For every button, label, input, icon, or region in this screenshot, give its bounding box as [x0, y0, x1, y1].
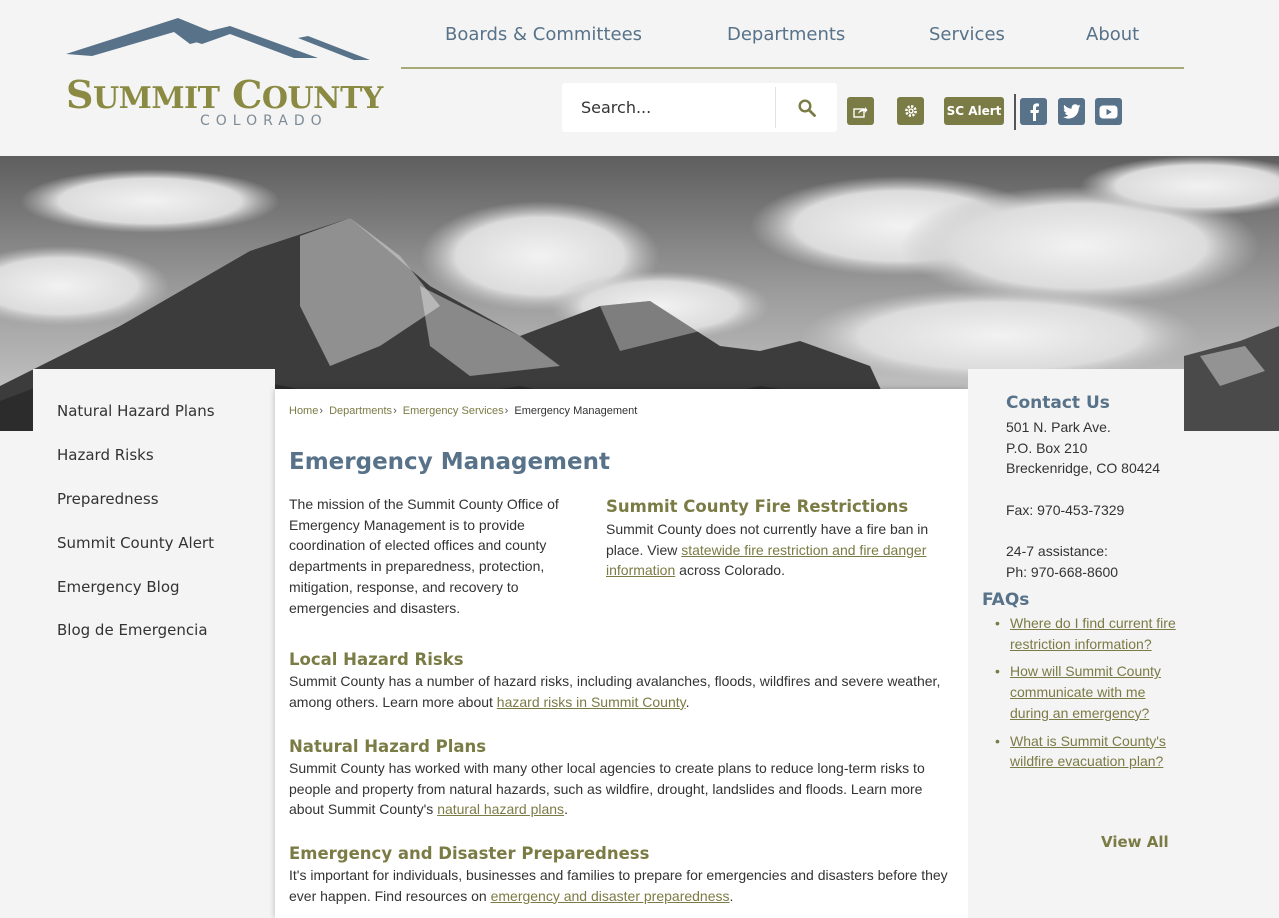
contact-assist-label: 24-7 assistance:: [1006, 543, 1108, 559]
site-header: [0, 0, 1279, 156]
settings-button[interactable]: [897, 97, 924, 125]
natural-hazard-plans-heading: Natural Hazard Plans: [289, 737, 487, 756]
search-button[interactable]: [776, 83, 837, 132]
faq-link[interactable]: What is Summit County's wildfire evacuation plan?: [1010, 732, 1166, 770]
nav-boards-committees[interactable]: Boards & Committees: [445, 24, 643, 45]
twitter-icon: [1063, 104, 1081, 119]
mission-text: The mission of the Summit County Office of Emergency Management is to provide coordination of elected offices and county departments in preparedness, protection, mitigation, response, and recovery to emergencies and disasters.: [289, 496, 559, 616]
preparedness-text: It's important for individuals, businesses and families to prepare for emergencies and disasters before they ever happen. Find resources on emergency and disaster preparedness.: [289, 867, 948, 904]
main-content: [275, 389, 968, 918]
logo-subtitle: COLORADO: [200, 113, 328, 129]
twitter-button[interactable]: [1058, 98, 1085, 125]
gear-icon: [904, 104, 918, 118]
mountain-logo-icon: [62, 14, 378, 74]
main-nav: [401, 0, 1184, 69]
side-item-blog-de-emergencia[interactable]: Blog de Emergencia: [57, 621, 208, 639]
side-item-emergency-blog[interactable]: Emergency Blog: [57, 578, 180, 596]
social-divider: [1014, 94, 1016, 130]
youtube-button[interactable]: [1095, 98, 1122, 125]
nav-about[interactable]: About: [1086, 24, 1140, 45]
contact-fax: Fax: 970-453-7329: [1006, 502, 1125, 518]
left-nav: [33, 369, 275, 918]
preparedness-link[interactable]: emergency and disaster preparedness: [490, 887, 730, 904]
search-box: [562, 83, 837, 132]
breadcrumb-separator: ›: [393, 405, 397, 417]
contact-heading: Contact Us: [1006, 393, 1110, 413]
side-item-summit-county-alert[interactable]: Summit County Alert: [57, 534, 214, 552]
share-button[interactable]: [847, 97, 874, 125]
view-all-faqs-link[interactable]: View All: [1101, 833, 1169, 851]
local-hazard-risks-text: Summit County has a number of hazard risks, including avalanches, floods, wildfires and severe weather, among others. Learn more about hazard risks in Summit County.: [289, 673, 941, 710]
contact-address-line: Breckenridge, CO 80424: [1006, 460, 1161, 476]
fire-restrictions-heading: Summit County Fire Restrictions: [606, 497, 909, 516]
nav-departments[interactable]: Departments: [727, 24, 846, 45]
hazard-risks-link[interactable]: hazard risks in Summit County: [496, 693, 686, 710]
faq-link[interactable]: Where do I find current fire restriction information?: [1010, 615, 1176, 652]
faq-item: [1010, 731, 1180, 772]
contact-phone: Ph: 970-668-8600: [1006, 564, 1119, 580]
breadcrumb-separator: ›: [319, 405, 324, 417]
right-sidebar: [968, 369, 1184, 918]
fire-restrictions-link[interactable]: statewide fire restriction and fire danger information: [606, 541, 927, 579]
natural-hazard-plans-link[interactable]: natural hazard plans: [437, 801, 565, 818]
breadcrumb-home[interactable]: Home: [289, 405, 319, 417]
faq-item: [1010, 613, 1180, 654]
side-item-natural-hazard-plans[interactable]: Natural Hazard Plans: [57, 402, 215, 420]
local-hazard-risks-heading: Local Hazard Risks: [289, 650, 464, 669]
faq-list: [1010, 613, 1180, 779]
side-item-preparedness[interactable]: Preparedness: [57, 490, 159, 508]
page-title: Emergency Management: [289, 449, 610, 475]
logo-wordmark: SUMMIT COUNTY: [66, 72, 383, 117]
faqs-heading: FAQs: [982, 590, 1030, 610]
contact-address-line: P.O. Box 210: [1006, 440, 1088, 456]
faq-item: [1010, 661, 1180, 723]
breadcrumb-emergency-services[interactable]: Emergency Services: [402, 405, 504, 417]
fire-restrictions-text: Summit County does not currently have a fire ban in place. View statewide fire restriction and fire danger information across Colorado.: [606, 521, 929, 579]
youtube-icon: [1099, 105, 1118, 119]
logo[interactable]: [62, 14, 383, 134]
facebook-icon: [1028, 103, 1040, 121]
breadcrumb: [289, 405, 637, 417]
search-icon: [798, 99, 816, 117]
preparedness-heading: Emergency and Disaster Preparedness: [289, 844, 650, 863]
breadcrumb-departments[interactable]: Departments: [329, 405, 393, 417]
sc-alert-button[interactable]: SC Alert: [944, 97, 1004, 125]
nav-services[interactable]: Services: [929, 24, 1005, 45]
breadcrumb-current: Emergency Management: [514, 405, 638, 417]
facebook-button[interactable]: [1020, 98, 1047, 125]
faq-link[interactable]: How will Summit County communicate with me during an emergency?: [1010, 663, 1161, 721]
search-input[interactable]: [562, 83, 775, 132]
side-item-hazard-risks[interactable]: Hazard Risks: [57, 446, 154, 464]
share-icon: [853, 105, 868, 118]
natural-hazard-plans-text: Summit County has worked with many other local agencies to create plans to reduce long-term risks to people and property from natural hazards, such as wildfire, drought, landslides and floods. Learn more about Summit County's natural hazard plans.: [289, 760, 925, 818]
contact-address-line: 501 N. Park Ave.: [1006, 419, 1111, 435]
breadcrumb-separator: ›: [504, 405, 509, 417]
